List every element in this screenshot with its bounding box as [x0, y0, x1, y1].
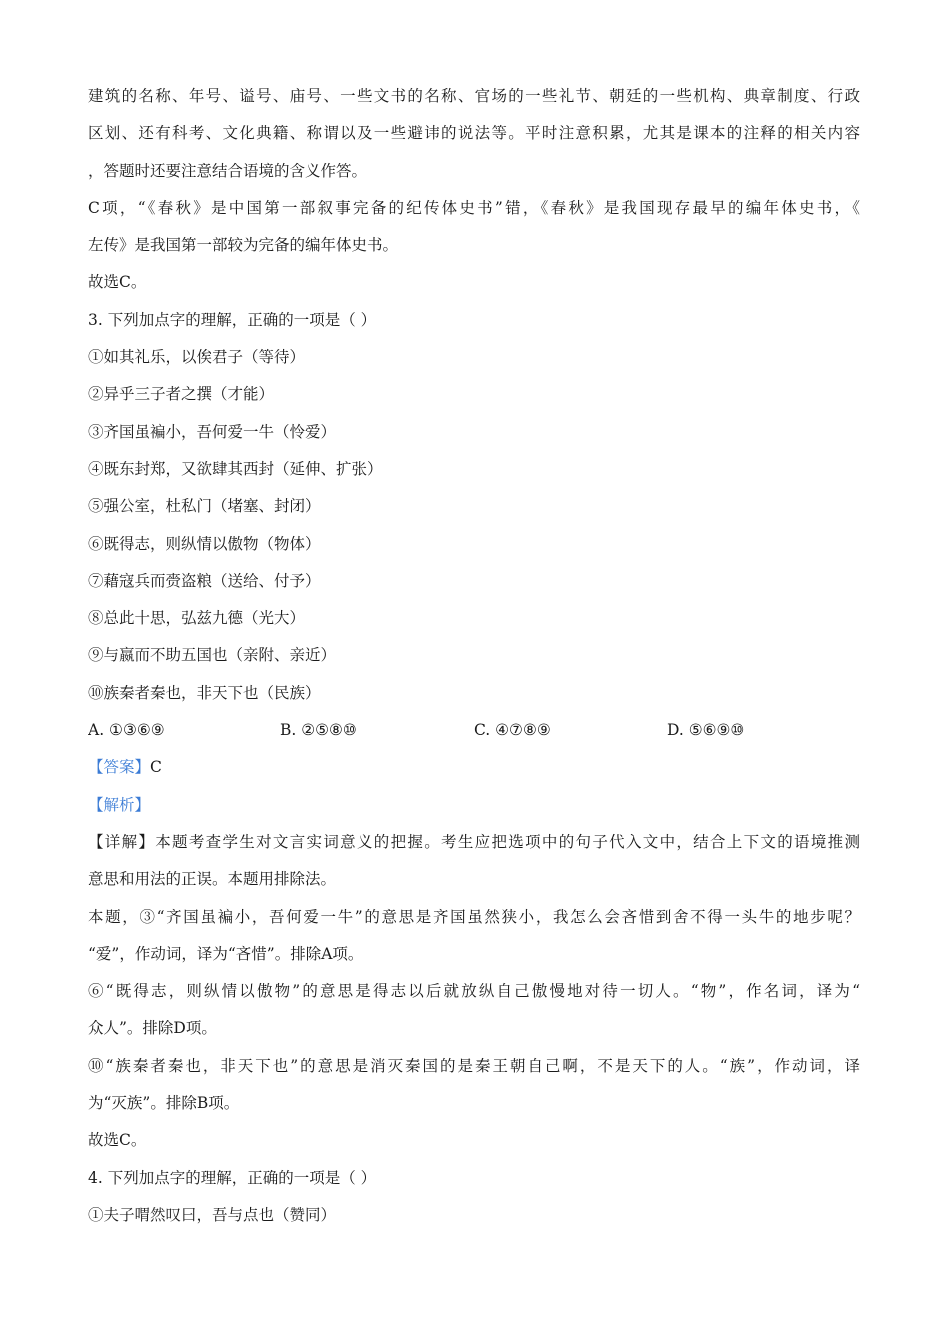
paragraph-line: 建筑的名称、年号、谥号、庙号、一些文书的名称、官场的一些礼节、朝廷的一些机构、典章制度、行政	[88, 87, 860, 105]
question-3-item: ②异乎三子者之撰（才能）	[88, 385, 275, 404]
detail-text: 本题考查学生对文言实词意义的把握。考生应把选项中的句子代入文中，结合上下文的语境推测	[155, 832, 860, 851]
option-d: D. ⑤⑥⑨⑩	[667, 721, 745, 740]
question-3-item: ⑧总此十思，弘兹九德（光大）	[88, 609, 306, 628]
explanation-line: “爱”，作动词，译为“吝惜”。排除A项。	[88, 944, 364, 963]
explanation-line: 本题，③“齐国虽褊小，吾何爱一牛”的意思是齐国虽然狭小，我怎么会吝惜到舍不得一头牛的地步呢？	[88, 907, 860, 926]
option-a: A. ①③⑥⑨	[88, 721, 165, 740]
question-4-stem: 4. 下列加点字的理解，正确的一项是（ ）	[88, 1168, 377, 1187]
option-b: B. ②⑤⑧⑩	[280, 721, 357, 740]
analysis-tag: 【解析】	[88, 795, 151, 814]
answer-line	[88, 749, 860, 786]
explanation-line: 意思和用法的正误。本题用排除法。	[88, 870, 337, 889]
question-3-item: ④既东封郑，又欲肆其西封（延伸、扩张）	[88, 459, 383, 478]
question-3-item: ③齐国虽褊小，吾何爱一牛（怜爱）	[88, 422, 337, 441]
question-3-item: ⑨与嬴而不助五国也（亲附、亲近）	[88, 646, 337, 665]
analysis-line	[88, 787, 860, 824]
paragraph-line: ，答题时还要注意结合语境的含义作答。	[88, 161, 368, 180]
explanation-line: 为“灭族”。排除B项。	[88, 1094, 240, 1113]
detail-line	[88, 824, 860, 861]
answer-tag: 【答案】	[88, 758, 151, 777]
option-c: C. ④⑦⑧⑨	[474, 721, 551, 740]
conclusion-line: 故选C。	[88, 1131, 147, 1150]
question-3-item: ⑦藉寇兵而赍盗粮（送给、付予）	[88, 571, 321, 590]
question-3-item: ⑩族秦者秦也，非天下也（民族）	[88, 683, 321, 702]
explanation-line: ⑥“既得志，则纵情以傲物”的意思是得志以后就放纵自己傲慢地对待一切人。“物”，作名词，译为“	[88, 982, 860, 1001]
answer-value: C	[150, 758, 162, 777]
paragraph-line: 区划、还有科考、文化典籍、称谓以及一些避讳的说法等。平时注意积累，尤其是课本的注释的相关内容	[88, 124, 860, 143]
document-page	[88, 78, 860, 1234]
question-3-item: ⑤强公室，杜私门（堵塞、封闭）	[88, 497, 321, 516]
paragraph-line: 左传》是我国第一部较为完备的编年体史书。	[88, 236, 399, 255]
question-3-options	[88, 712, 860, 749]
question-3-stem: 3. 下列加点字的理解，正确的一项是（ ）	[88, 310, 377, 329]
question-3-item: ①如其礼乐，以俟君子（等待）	[88, 348, 306, 367]
explanation-line: 众人”。排除D项。	[88, 1019, 217, 1038]
conclusion-line: 故选C。	[88, 273, 147, 292]
paragraph-line: C项，“《春秋》是中国第一部叙事完备的纪传体史书”错，《春秋》是我国现存最早的编年体史书，《	[88, 198, 860, 217]
detail-tag: 【详解】	[88, 832, 156, 851]
explanation-line: ⑩“族秦者秦也，非天下也”的意思是消灭秦国的是秦王朝自己啊，不是天下的人。“族”，作动词，译	[88, 1056, 860, 1075]
question-3-item: ⑥既得志，则纵情以傲物（物体）	[88, 534, 321, 553]
question-4-item: ①夫子喟然叹曰，吾与点也（赞同）	[88, 1205, 337, 1224]
